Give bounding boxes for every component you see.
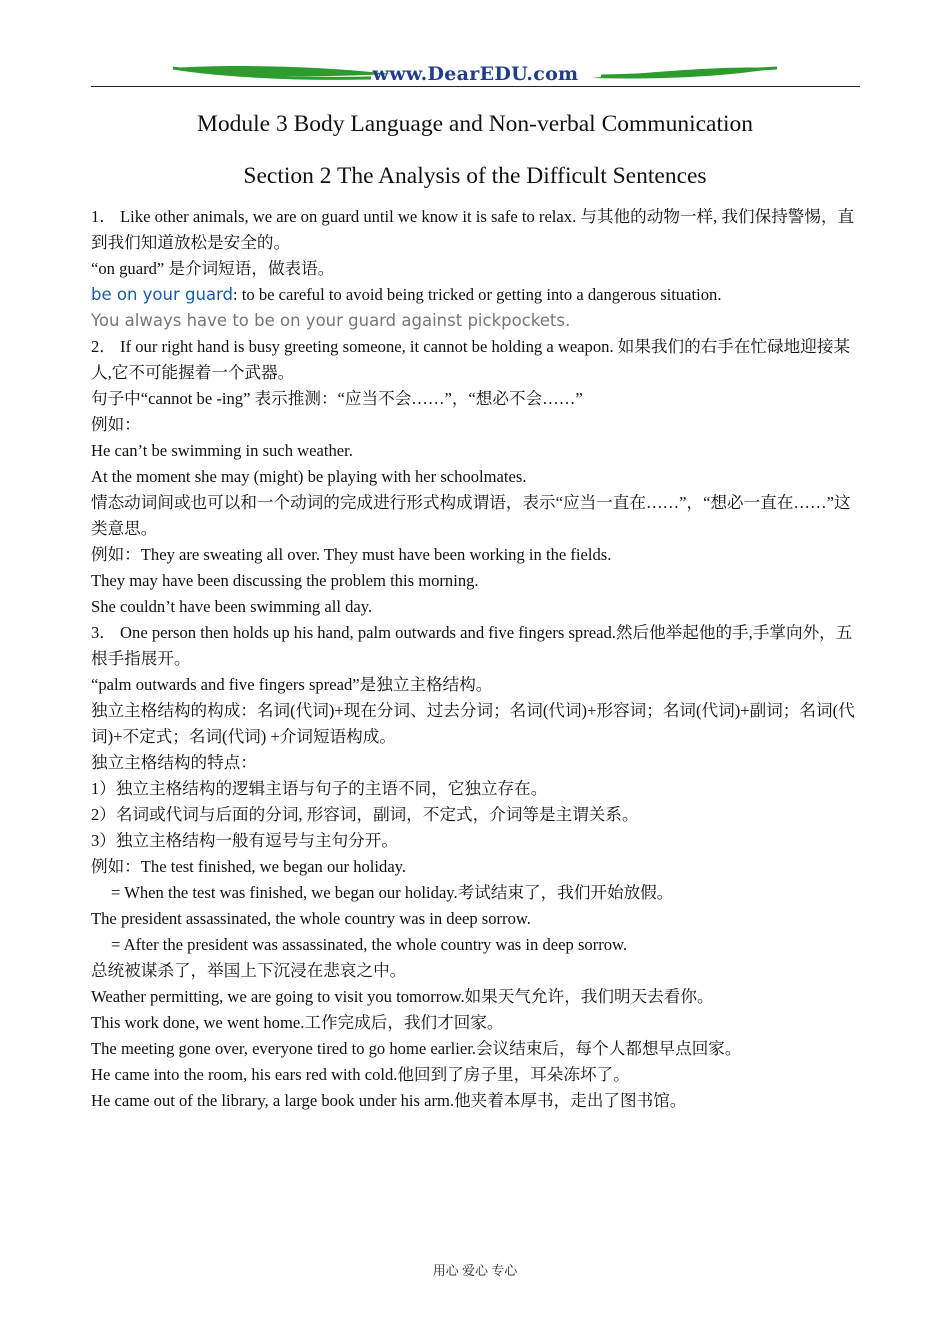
example-line: He came into the room, his ears red with cold.他回到了房子里，耳朵冻坏了。: [91, 1065, 630, 1084]
page-title: Module 3 Body Language and Non-verbal Communication: [196, 111, 754, 137]
example-line: Weather permitting, we are going to visit you tomorrow.如果天气允许，我们明天去看你。: [91, 987, 714, 1006]
note-absolute: “palm outwards and five fingers spread”是独立主格结构。: [91, 675, 493, 694]
example-line: At the moment she may (might) be playing with her schoolmates.: [91, 467, 527, 486]
feature-item: 1）独立主格结构的逻辑主语与句子的主语不同，它独立存在。: [91, 779, 548, 798]
feature-item: 3）独立主格结构一般有逗号与主句分开。: [91, 831, 398, 850]
note-absolute-structure: 独立主格结构的构成：名词(代词)+现在分词、过去分词；名词(代词)+形容词；名词(代词)+副词；名词(代词)+不定式；名词(代词) +介词短语构成。: [91, 701, 855, 746]
example-line: He can’t be swimming in such weather.: [91, 441, 353, 460]
example-line: 例如：They are sweating all over. They must have been working in the fields.: [91, 545, 612, 564]
dictionary-example: You always have to be on your guard against pickpockets.: [91, 311, 571, 330]
page-footer: 用心 爱心 专心: [432, 1263, 518, 1278]
example-label: 例如：: [91, 415, 141, 434]
note-perfect-progressive: 情态动词间或也可以和一个动词的完成进行形式构成谓语，表示“应当一直在……”，“想必一直在……”这类意思。: [91, 493, 851, 538]
note-cannot-be: 句子中“cannot be -ing” 表示推测：“应当不会……”，“想必不会……”: [91, 389, 583, 408]
example-line: = After the president was assassinated, the whole country was in deep sorrow.: [111, 935, 628, 954]
sentence-1: 1． Like other animals, we are on guard until we know it is safe to relax. 与其他的动物一样, 我们保持警惕，直到我们知道放松是安全的。: [91, 207, 855, 252]
header-banner: [91, 60, 860, 90]
page-subtitle: Section 2 The Analysis of the Difficult Sentences: [243, 163, 707, 189]
header-rule: [91, 86, 860, 87]
example-line: He came out of the library, a large book under his arm.他夹着本厚书，走出了图书馆。: [91, 1091, 687, 1110]
example-line: The president assassinated, the whole country was in deep sorrow.: [91, 909, 531, 928]
document-body: [91, 204, 863, 1114]
note-features-heading: 独立主格结构的特点：: [91, 753, 257, 772]
example-line: This work done, we went home.工作完成后，我们才回家。: [91, 1013, 504, 1032]
example-line: 总统被谋杀了，举国上下沉浸在悲哀之中。: [91, 961, 407, 980]
example-line: = When the test was finished, we began our holiday.考试结束了，我们开始放假。: [111, 883, 674, 902]
example-line: 例如：The test finished, we began our holiday.: [91, 857, 407, 876]
example-line: They may have been discussing the problem this morning.: [91, 571, 479, 590]
site-logo: www.DearEDU.com: [372, 63, 579, 85]
note-on-guard: “on guard” 是介词短语，做表语。: [91, 259, 335, 278]
sentence-3: 3． One person then holds up his hand, palm outwards and five fingers spread.然后他举起他的手,手掌向外，五根手指展开。: [91, 623, 853, 668]
dictionary-term: be on your guard: [91, 285, 234, 304]
example-line: The meeting gone over, everyone tired to go home earlier.会议结束后，每个人都想早点回家。: [91, 1039, 742, 1058]
example-line: She couldn’t have been swimming all day.: [91, 597, 373, 616]
feature-item: 2）名词或代词与后面的分词, 形容词，副词，不定式，介词等是主谓关系。: [91, 805, 639, 824]
dictionary-definition: : to be careful to avoid being tricked or getting into a dangerous situation.: [233, 285, 722, 304]
sentence-2: 2． If our right hand is busy greeting someone, it cannot be holding a weapon. 如果我们的右手在忙碌地迎接某人,它不可能握着一个武器。: [91, 337, 851, 382]
definition-line: [91, 282, 863, 308]
